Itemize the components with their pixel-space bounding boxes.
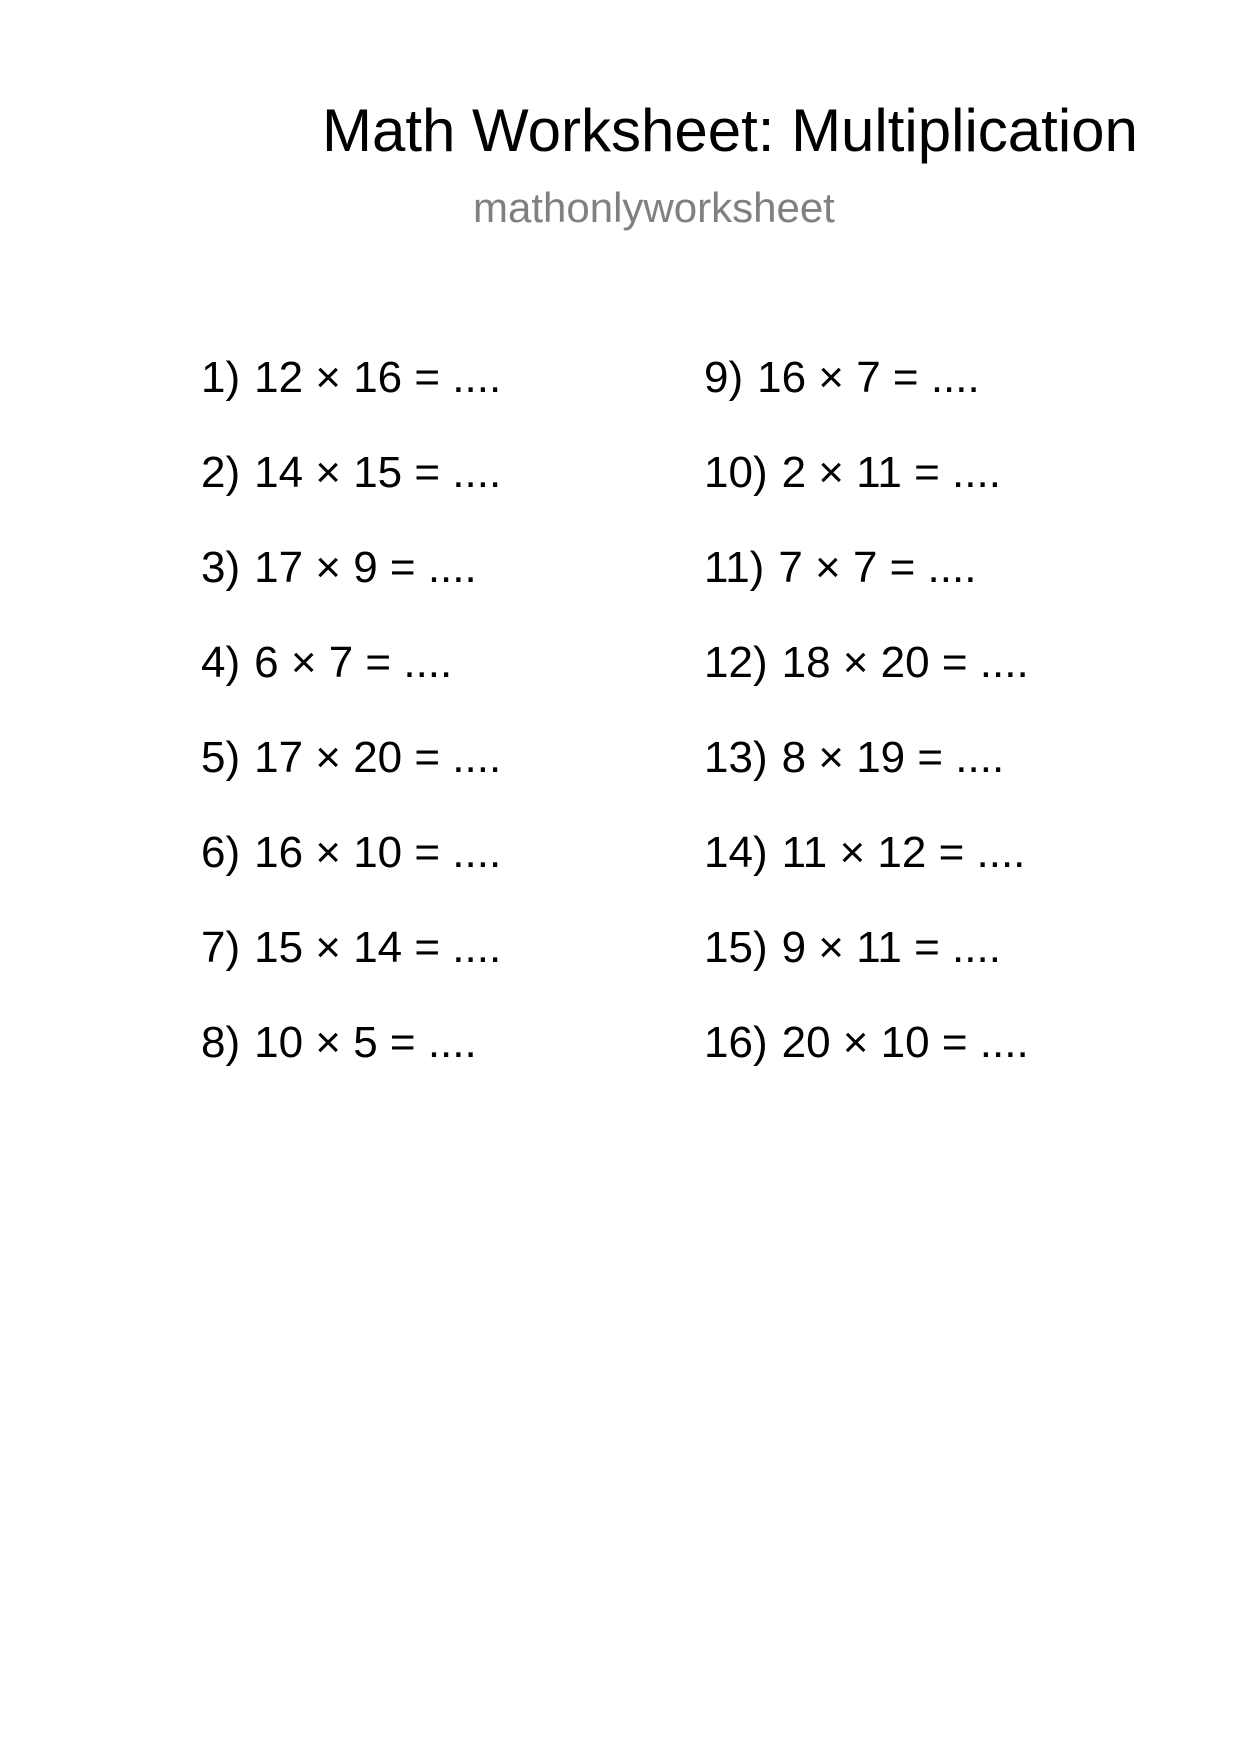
problem-16 [704, 1018, 1029, 1113]
problem-number: 15) [704, 923, 768, 972]
problem-8 [201, 1018, 501, 1113]
problem-number: 10) [704, 448, 768, 497]
problem-2 [201, 448, 501, 543]
problem-expression: 11 × 12 = .... [781, 828, 1026, 877]
problem-10 [704, 448, 1029, 543]
problem-expression: 14 × 15 = .... [254, 448, 502, 497]
problems-left-column [201, 353, 501, 1113]
problem-1 [201, 353, 501, 448]
problem-number: 6) [201, 828, 241, 877]
problem-expression: 16 × 10 = .... [254, 828, 502, 877]
problem-expression: 18 × 20 = .... [781, 638, 1029, 687]
problem-expression: 15 × 14 = .... [254, 923, 502, 972]
problem-number: 8) [201, 1018, 241, 1067]
problem-expression: 17 × 20 = .... [254, 733, 502, 782]
problem-3 [201, 543, 501, 638]
problem-number: 9) [704, 353, 744, 402]
problem-expression: 8 × 19 = .... [781, 733, 1005, 782]
problem-expression: 10 × 5 = .... [254, 1018, 477, 1067]
problem-expression: 20 × 10 = .... [781, 1018, 1029, 1067]
problem-expression: 7 × 7 = .... [778, 543, 977, 592]
problem-number: 1) [201, 353, 241, 402]
problem-12 [704, 638, 1029, 733]
problem-13 [704, 733, 1029, 828]
problem-number: 2) [201, 448, 241, 497]
worksheet-subtitle: mathonlyworksheet [473, 184, 835, 231]
problem-15 [704, 923, 1029, 1018]
worksheet-title: Math Worksheet: Multiplication [322, 97, 1138, 164]
problem-expression: 12 × 16 = .... [254, 353, 502, 402]
problem-number: 16) [704, 1018, 768, 1067]
problem-number: 4) [201, 638, 241, 687]
problem-expression: 16 × 7 = .... [757, 353, 980, 402]
problem-9 [704, 353, 1029, 448]
problem-expression: 2 × 11 = .... [781, 448, 1001, 497]
problem-6 [201, 828, 501, 923]
problem-5 [201, 733, 501, 828]
problem-expression: 9 × 11 = .... [781, 923, 1001, 972]
problem-number: 7) [201, 923, 241, 972]
problem-number: 13) [704, 733, 768, 782]
problem-number: 3) [201, 543, 241, 592]
problem-11 [704, 543, 1029, 638]
problem-number: 5) [201, 733, 241, 782]
problem-14 [704, 828, 1029, 923]
problem-number: 14) [704, 828, 768, 877]
problem-4 [201, 638, 501, 733]
problem-expression: 17 × 9 = .... [254, 543, 477, 592]
problem-number: 12) [704, 638, 768, 687]
problems-right-column [704, 353, 1029, 1113]
problem-number: 11) [704, 543, 765, 592]
problem-7 [201, 923, 501, 1018]
problem-expression: 6 × 7 = .... [254, 638, 453, 687]
